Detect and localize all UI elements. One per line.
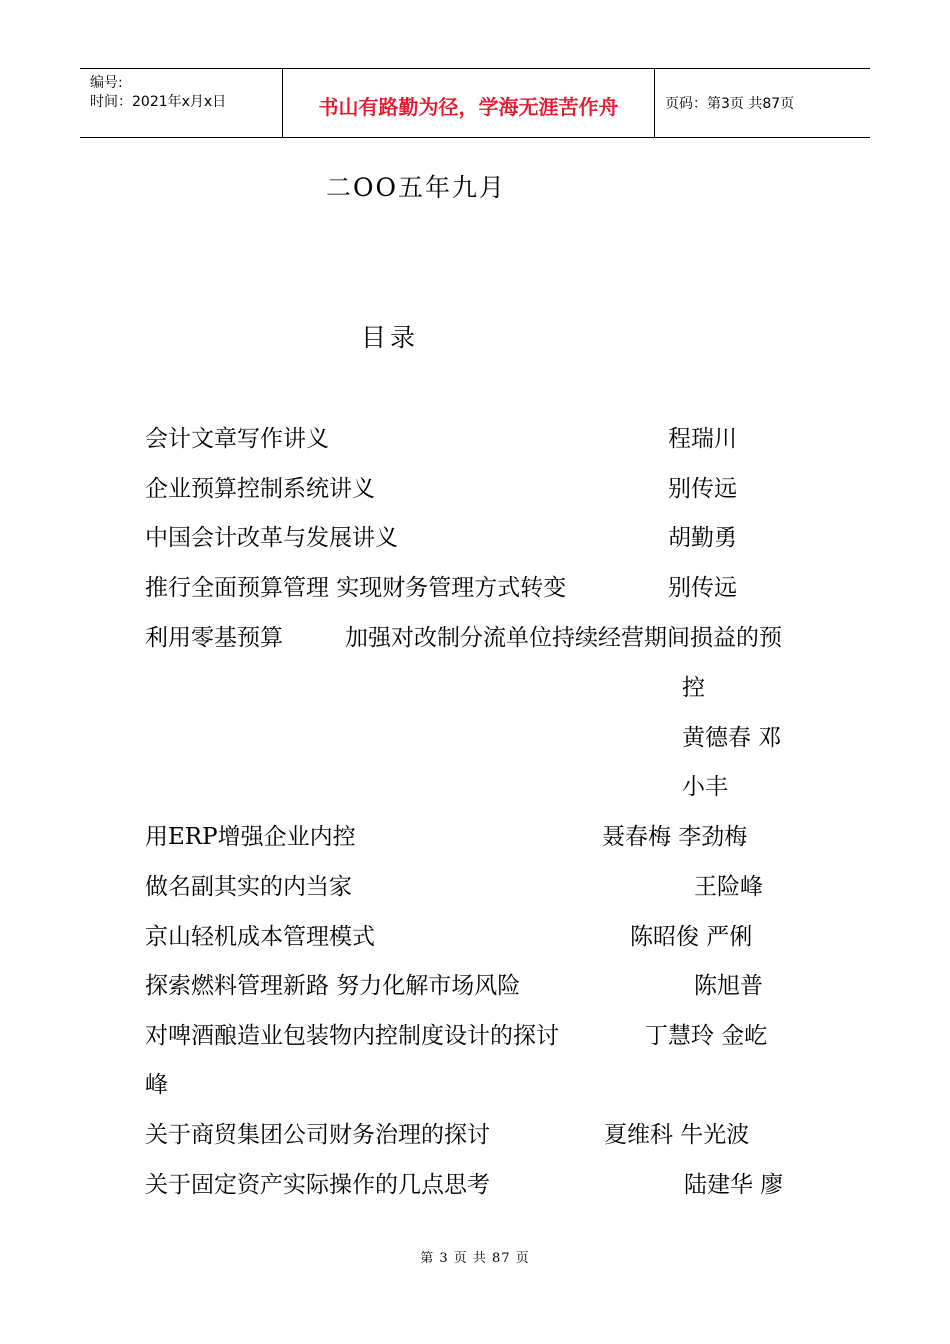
toc-entry-author-continued: 小丰 xyxy=(682,774,728,800)
toc-entry-title: 利用零基预算 xyxy=(145,625,283,651)
toc-entry-author: 程瑞川 xyxy=(668,426,737,452)
toc-entry-title: 做名副其实的内当家 xyxy=(145,874,352,900)
toc-entry-author: 陆建华 廖 xyxy=(684,1172,784,1198)
toc-entry-author: 胡勤勇 xyxy=(668,525,737,551)
header-info-cell xyxy=(80,69,283,137)
date-line: 二OO五年九月 xyxy=(326,173,506,202)
toc-entry-author: 陈旭普 xyxy=(694,973,763,999)
toc-entry-title: 关于商贸集团公司财务治理的探讨 xyxy=(145,1122,490,1148)
toc-entry-author: 黄德春 邓 xyxy=(682,725,782,751)
toc-entry-title: 对啤酒酿造业包装物内控制度设计的探讨 xyxy=(145,1023,559,1049)
header-motto: 书山有路勤为径，学海无涯苦作舟 xyxy=(318,95,619,119)
toc-entry-author: 丁慧玲 金屹 xyxy=(645,1023,768,1049)
toc-entry-title: 关于固定资产实际操作的几点思考 xyxy=(145,1172,490,1198)
document-time-label: 时间：2021年x月x日 xyxy=(90,94,227,110)
toc-entry-title: 中国会计改革与发展讲义 xyxy=(145,525,398,551)
toc-entry-author: 王险峰 xyxy=(694,874,763,900)
toc-entry-title-continued: 加强对改制分流单位持续经营期间损益的预 xyxy=(345,625,782,651)
toc-entry-title-continued: 控 xyxy=(682,675,705,701)
toc-entry-author: 夏维科 牛光波 xyxy=(604,1122,750,1148)
toc-entry-title: 用ERP增强企业内控 xyxy=(145,824,356,850)
toc-entry-author: 陈昭俊 严俐 xyxy=(630,924,753,950)
toc-entry-author-continued: 峰 xyxy=(145,1072,168,1098)
page-footer: 第 3 页 共 87 页 xyxy=(420,1251,530,1266)
toc-entry-title: 京山轻机成本管理模式 xyxy=(145,924,375,950)
toc-title: 目录 xyxy=(361,323,420,352)
toc-entry-title: 企业预算控制系统讲义 xyxy=(145,476,375,502)
toc-entry-author: 聂春梅 李劲梅 xyxy=(602,824,748,850)
document-number-label: 编号: xyxy=(90,75,123,91)
header-page-info: 页码：第3页 共87页 xyxy=(665,96,795,112)
header-motto-cell xyxy=(283,69,655,137)
toc-entry-author: 别传远 xyxy=(668,575,737,601)
header-page-cell xyxy=(655,69,870,137)
page-header xyxy=(80,68,870,138)
toc-entry-author: 别传远 xyxy=(668,476,737,502)
toc-entry-title: 推行全面预算管理 实现财务管理方式转变 xyxy=(145,575,567,601)
toc-entry-title: 会计文章写作讲义 xyxy=(145,426,329,452)
toc-entry-title: 探索燃料管理新路 努力化解市场风险 xyxy=(145,973,521,999)
